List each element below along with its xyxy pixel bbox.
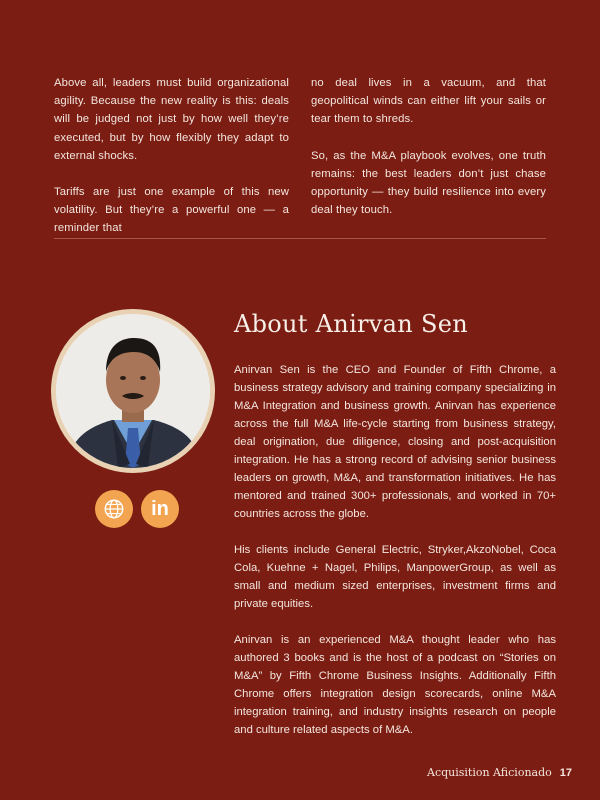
author-portrait bbox=[51, 309, 215, 473]
about-title: About Anirvan Sen bbox=[234, 310, 468, 338]
linkedin-button[interactable] bbox=[141, 490, 179, 528]
article-paragraph: So, as the M&A playbook evolves, one truth remains: the best leaders don’t just chase opportunity — they build resilience into every deal they touch. bbox=[311, 149, 546, 217]
bio-paragraph: His clients include General Electric, Stryker,AkzoNobel, Coca Cola, Kuehne + Nagel, Philips, ManpowerGroup, as well as small and medium sized enterprises, investment firms and private equities. bbox=[234, 544, 556, 610]
article-paragraph: Above all, leaders must build organizational agility. Because the new reality is this: deals will be judged not just by how well they’re executed, but by how flexibly they adapt to external shocks. bbox=[54, 77, 289, 162]
publication-name: Acquisition Aficionado bbox=[427, 766, 552, 779]
page-footer bbox=[427, 766, 572, 779]
portrait-illustration bbox=[56, 314, 210, 468]
article-column-left bbox=[54, 74, 289, 256]
website-button[interactable] bbox=[95, 490, 133, 528]
article-paragraph: Tariffs are just one example of this new volatility. But they’re a powerful one — a reminder that bbox=[54, 186, 289, 235]
article-paragraph: no deal lives in a vacuum, and that geopolitical winds can either lift your sails or tear them to shreds. bbox=[311, 77, 546, 126]
author-bio bbox=[234, 361, 556, 757]
bio-paragraph: Anirvan is an experienced M&A thought leader who has authored 3 books and is the host of a podcast on “Stories on M&A” by Fifth Chrome Business Insights. Additionally Fifth Chrome offers integration design scorecards, online M&A integration training, and industry insights research on people and culture related aspects of M&A. bbox=[234, 634, 556, 736]
section-divider bbox=[54, 238, 546, 239]
article-column-right bbox=[311, 74, 546, 237]
page-number: 17 bbox=[559, 766, 572, 779]
bio-paragraph: Anirvan Sen is the CEO and Founder of Fifth Chrome, a business strategy advisory and training company specializing in M&A Integration and business growth. Anirvan has experience across the full M&A life-cycle starting from business strategy, deal origination, due diligence, closing and post-acquisition integration. He has a strong record of advising senior business leaders on growth, M&A, and transformation initiatives. He has mentored and trained 300+ professionals, and worked in 70+ countries across the globe. bbox=[234, 364, 556, 520]
globe-icon bbox=[103, 498, 125, 520]
linkedin-icon: in bbox=[151, 497, 169, 520]
